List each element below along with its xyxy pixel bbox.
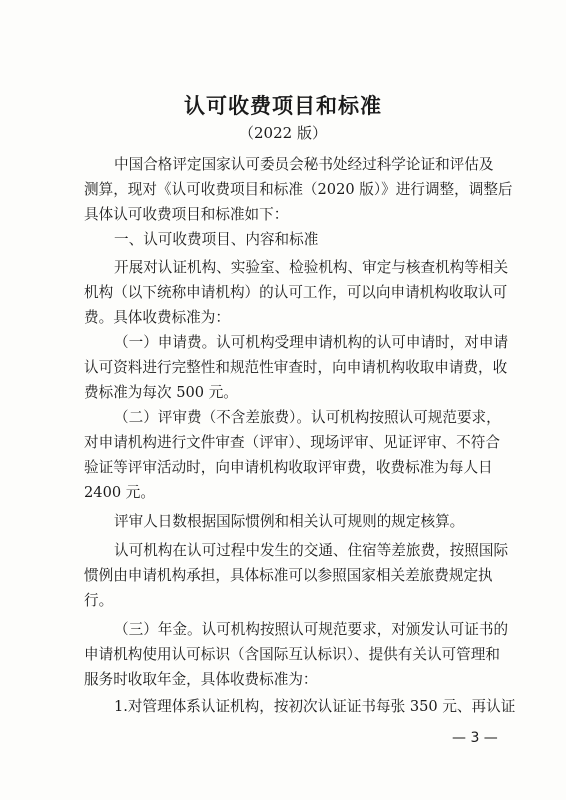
text-line: 评审人日数根据国际惯例和相关认可规则的规定核算。	[114, 513, 465, 530]
text-line: （一）申请费。认可机构受理申请机构的认可申请时，对申请	[114, 334, 509, 351]
text-line: 机构（以下统称申请机构）的认可工作，可以向申请机构收取认可	[84, 284, 508, 301]
text-line: 1.对管理体系认证机构，按初次认证证书每张 350 元、再认证	[114, 698, 516, 715]
text-line: 2400 元。	[84, 484, 155, 501]
text-line: 具体认可收费项目和标准如下：	[84, 206, 289, 223]
text-line: 认可机构在认可过程中发生的交通、住宿等差旅费，按照国际	[114, 542, 509, 559]
text-line: 认可资料进行完整性和规范性审查时，向申请机构收取申请费，收	[84, 359, 508, 376]
text-line: 行。	[84, 592, 114, 609]
text-line: 服务时收取年金，具体收费标准为：	[84, 671, 318, 688]
text-line: 惯例由申请机构承担，具体标准可以参照国家相关差旅费规定执	[84, 567, 493, 584]
text-line: 验证等评审活动时，向申请机构收取评审费，收费标准为每人日	[84, 459, 493, 476]
text-line: （二）评审费（不含差旅费）。认可机构按照认可规范要求，	[114, 409, 501, 426]
text-line: 费。具体收费标准为：	[84, 309, 230, 326]
text-line: 中国合格评定国家认可委员会秘书处经过科学论证和评估及	[114, 156, 494, 173]
text-line: 对申请机构进行文件审查（评审）、现场评审、见证评审、不符合	[84, 434, 500, 451]
text-line: 开展对认证机构、实验室、检验机构、审定与核查机构等相关	[114, 259, 509, 276]
text-line: 费标准为每次 500 元。	[84, 384, 238, 401]
page-number: — 3 —	[452, 730, 498, 746]
document-subtitle: （2022 版）	[239, 124, 327, 142]
text-line: 测算，现对《认可收费项目和标准（2020 版）》进行调整，调整后	[84, 181, 513, 198]
section-heading: 一、认可收费项目、内容和标准	[114, 231, 319, 248]
document-title: 认可收费项目和标准	[184, 94, 382, 118]
text-line: 申请机构使用认可标识（含国际互认标识）、提供有关认可管理和	[84, 646, 500, 663]
text-line: （三）年金。认可机构按照认可规范要求，对颁发认可证书的	[114, 621, 509, 638]
